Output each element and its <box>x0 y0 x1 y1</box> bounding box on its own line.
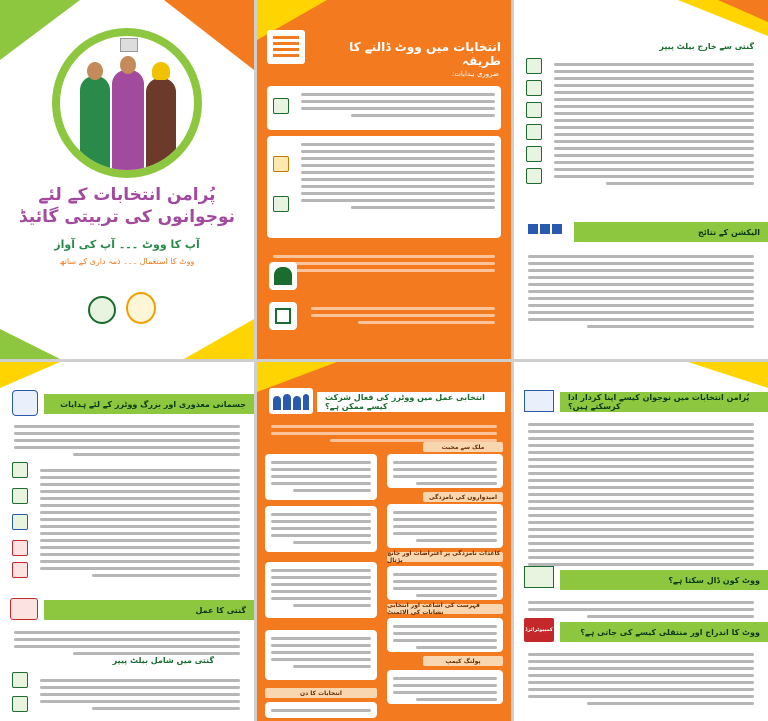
ballot-icon <box>273 196 289 212</box>
step-box <box>387 618 503 652</box>
text-block <box>267 248 501 276</box>
step-tag: فہرست کی اشاعت اور انتخابی نشانات کی الاٹمنٹ <box>387 604 503 614</box>
cnic-stamp-icon: کمپیوٹرائزڈ <box>524 618 554 642</box>
step-tag: کاغذات نامزدگی پر اعتراضات اور جانچ پڑتال <box>387 552 503 562</box>
person-figure <box>112 70 144 170</box>
board-icon <box>524 390 554 412</box>
participation-title: انتخابی عمل میں ووٹرز کی فعال شرکت کیسے ممکن ہے؟ <box>317 392 505 412</box>
voter-booth-icon <box>524 566 554 588</box>
voting-subtitle: ضروری ہدایات: <box>451 70 499 78</box>
cross-icon <box>526 102 542 118</box>
disability-header: جسمانی معذوری اور بزرگ ووٹرز کے لئے ہدایات <box>44 394 254 414</box>
counting-text <box>8 624 246 659</box>
ballot-icon <box>526 124 542 140</box>
corner-decoration <box>0 0 80 60</box>
youth-header: پُرامن انتخابات میں نوجوان کیسے اپنا کردار ادا کرسکتے ہیں؟ <box>560 392 768 412</box>
youth-text <box>522 416 760 577</box>
step-tag: پولنگ کیمپ <box>423 656 503 666</box>
grid-icon <box>526 168 542 184</box>
step-tag: امیدواروں کی نامزدگی <box>423 492 503 502</box>
participation-panel <box>257 362 511 721</box>
instruction-box <box>267 86 501 130</box>
results-icon <box>528 218 568 246</box>
grid-icon <box>526 146 542 162</box>
corner-decoration <box>0 362 60 388</box>
step-box <box>265 506 377 552</box>
counting-header: گنتی کا عمل <box>44 600 254 620</box>
step-tag: ملک سے محبت <box>423 442 503 452</box>
who-votes-header: ووٹ کون ڈال سکتا ہے؟ <box>560 570 768 590</box>
cover-sub-tagline: ووٹ کا استعمال ۔۔۔ ذمہ داری کے ساتھ <box>59 257 195 266</box>
voter-icon <box>269 262 297 290</box>
ballot-box-icon <box>269 302 297 330</box>
counted-ballot-heading: گنتی میں شامل بیلٹ پیپر <box>112 656 214 665</box>
registration-header: ووٹ کا اندراج اور منتقلی کیسے کی جاتی ہے؟ <box>560 622 768 642</box>
cover-illustration-circle <box>52 28 202 178</box>
step-box <box>387 504 503 548</box>
who-votes-text <box>522 594 760 622</box>
step-tag: انتخابات کا دن <box>265 688 377 698</box>
ecp-logo <box>88 296 116 324</box>
voting-title: انتخابات میں ووٹ ڈالنے کا طریقہ <box>349 40 501 68</box>
no-phone-icon <box>12 540 28 556</box>
ballot-paper-icon <box>267 30 305 64</box>
counting-icon <box>10 598 38 620</box>
results-text <box>522 248 760 332</box>
text-block <box>305 300 501 328</box>
no-weapon-icon <box>12 562 28 578</box>
group-people-icon <box>269 388 313 414</box>
hand-stamp-icon <box>273 156 289 172</box>
grid-icon <box>12 696 28 712</box>
cover-tagline: آپ کا ووٹ ۔۔۔ آپ کی آواز <box>54 238 200 251</box>
cover-title-line2: نوجوانوں کی تربیتی گائیڈ <box>18 207 235 227</box>
accessibility-icon <box>12 462 28 478</box>
ballot-icon <box>12 488 28 504</box>
step-box <box>387 454 503 488</box>
cover-title-line1: پُرامن انتخابات کے لئے <box>38 185 216 205</box>
voting-method-panel <box>257 0 511 359</box>
corner-decoration <box>718 0 768 22</box>
results-header: الیکشن کے نتائج <box>574 222 768 242</box>
person-figure <box>146 78 176 170</box>
youth-role-panel <box>514 362 768 721</box>
step-box <box>387 566 503 600</box>
partner-logo <box>126 292 156 324</box>
disability-intro <box>8 418 246 460</box>
registration-text <box>522 646 760 709</box>
id-card-icon <box>273 98 289 114</box>
step-box <box>265 562 377 618</box>
step-box <box>265 454 377 500</box>
info-icon <box>12 514 28 530</box>
ballot-results-panel <box>514 0 768 359</box>
ballot-icon <box>526 80 542 96</box>
step-box <box>387 670 503 704</box>
grid-icon <box>12 672 28 688</box>
corner-decoration <box>184 319 254 359</box>
cover-panel <box>0 0 254 359</box>
disability-instructions <box>8 462 246 592</box>
person-figure <box>80 76 110 170</box>
ballot-box-icon <box>120 38 138 52</box>
step-box <box>265 702 377 718</box>
excluded-ballot-list <box>522 56 760 204</box>
step-box <box>265 630 377 680</box>
corner-decoration <box>0 329 60 359</box>
disability-counting-panel <box>0 362 254 721</box>
wheelchair-icon <box>12 390 38 416</box>
stamp-icon <box>526 58 542 74</box>
excluded-ballot-heading: گنتی سے خارج بیلٹ پیپر <box>659 42 754 51</box>
counted-ballot-list <box>8 672 246 718</box>
corner-decoration <box>688 362 768 388</box>
instruction-box <box>267 136 501 238</box>
